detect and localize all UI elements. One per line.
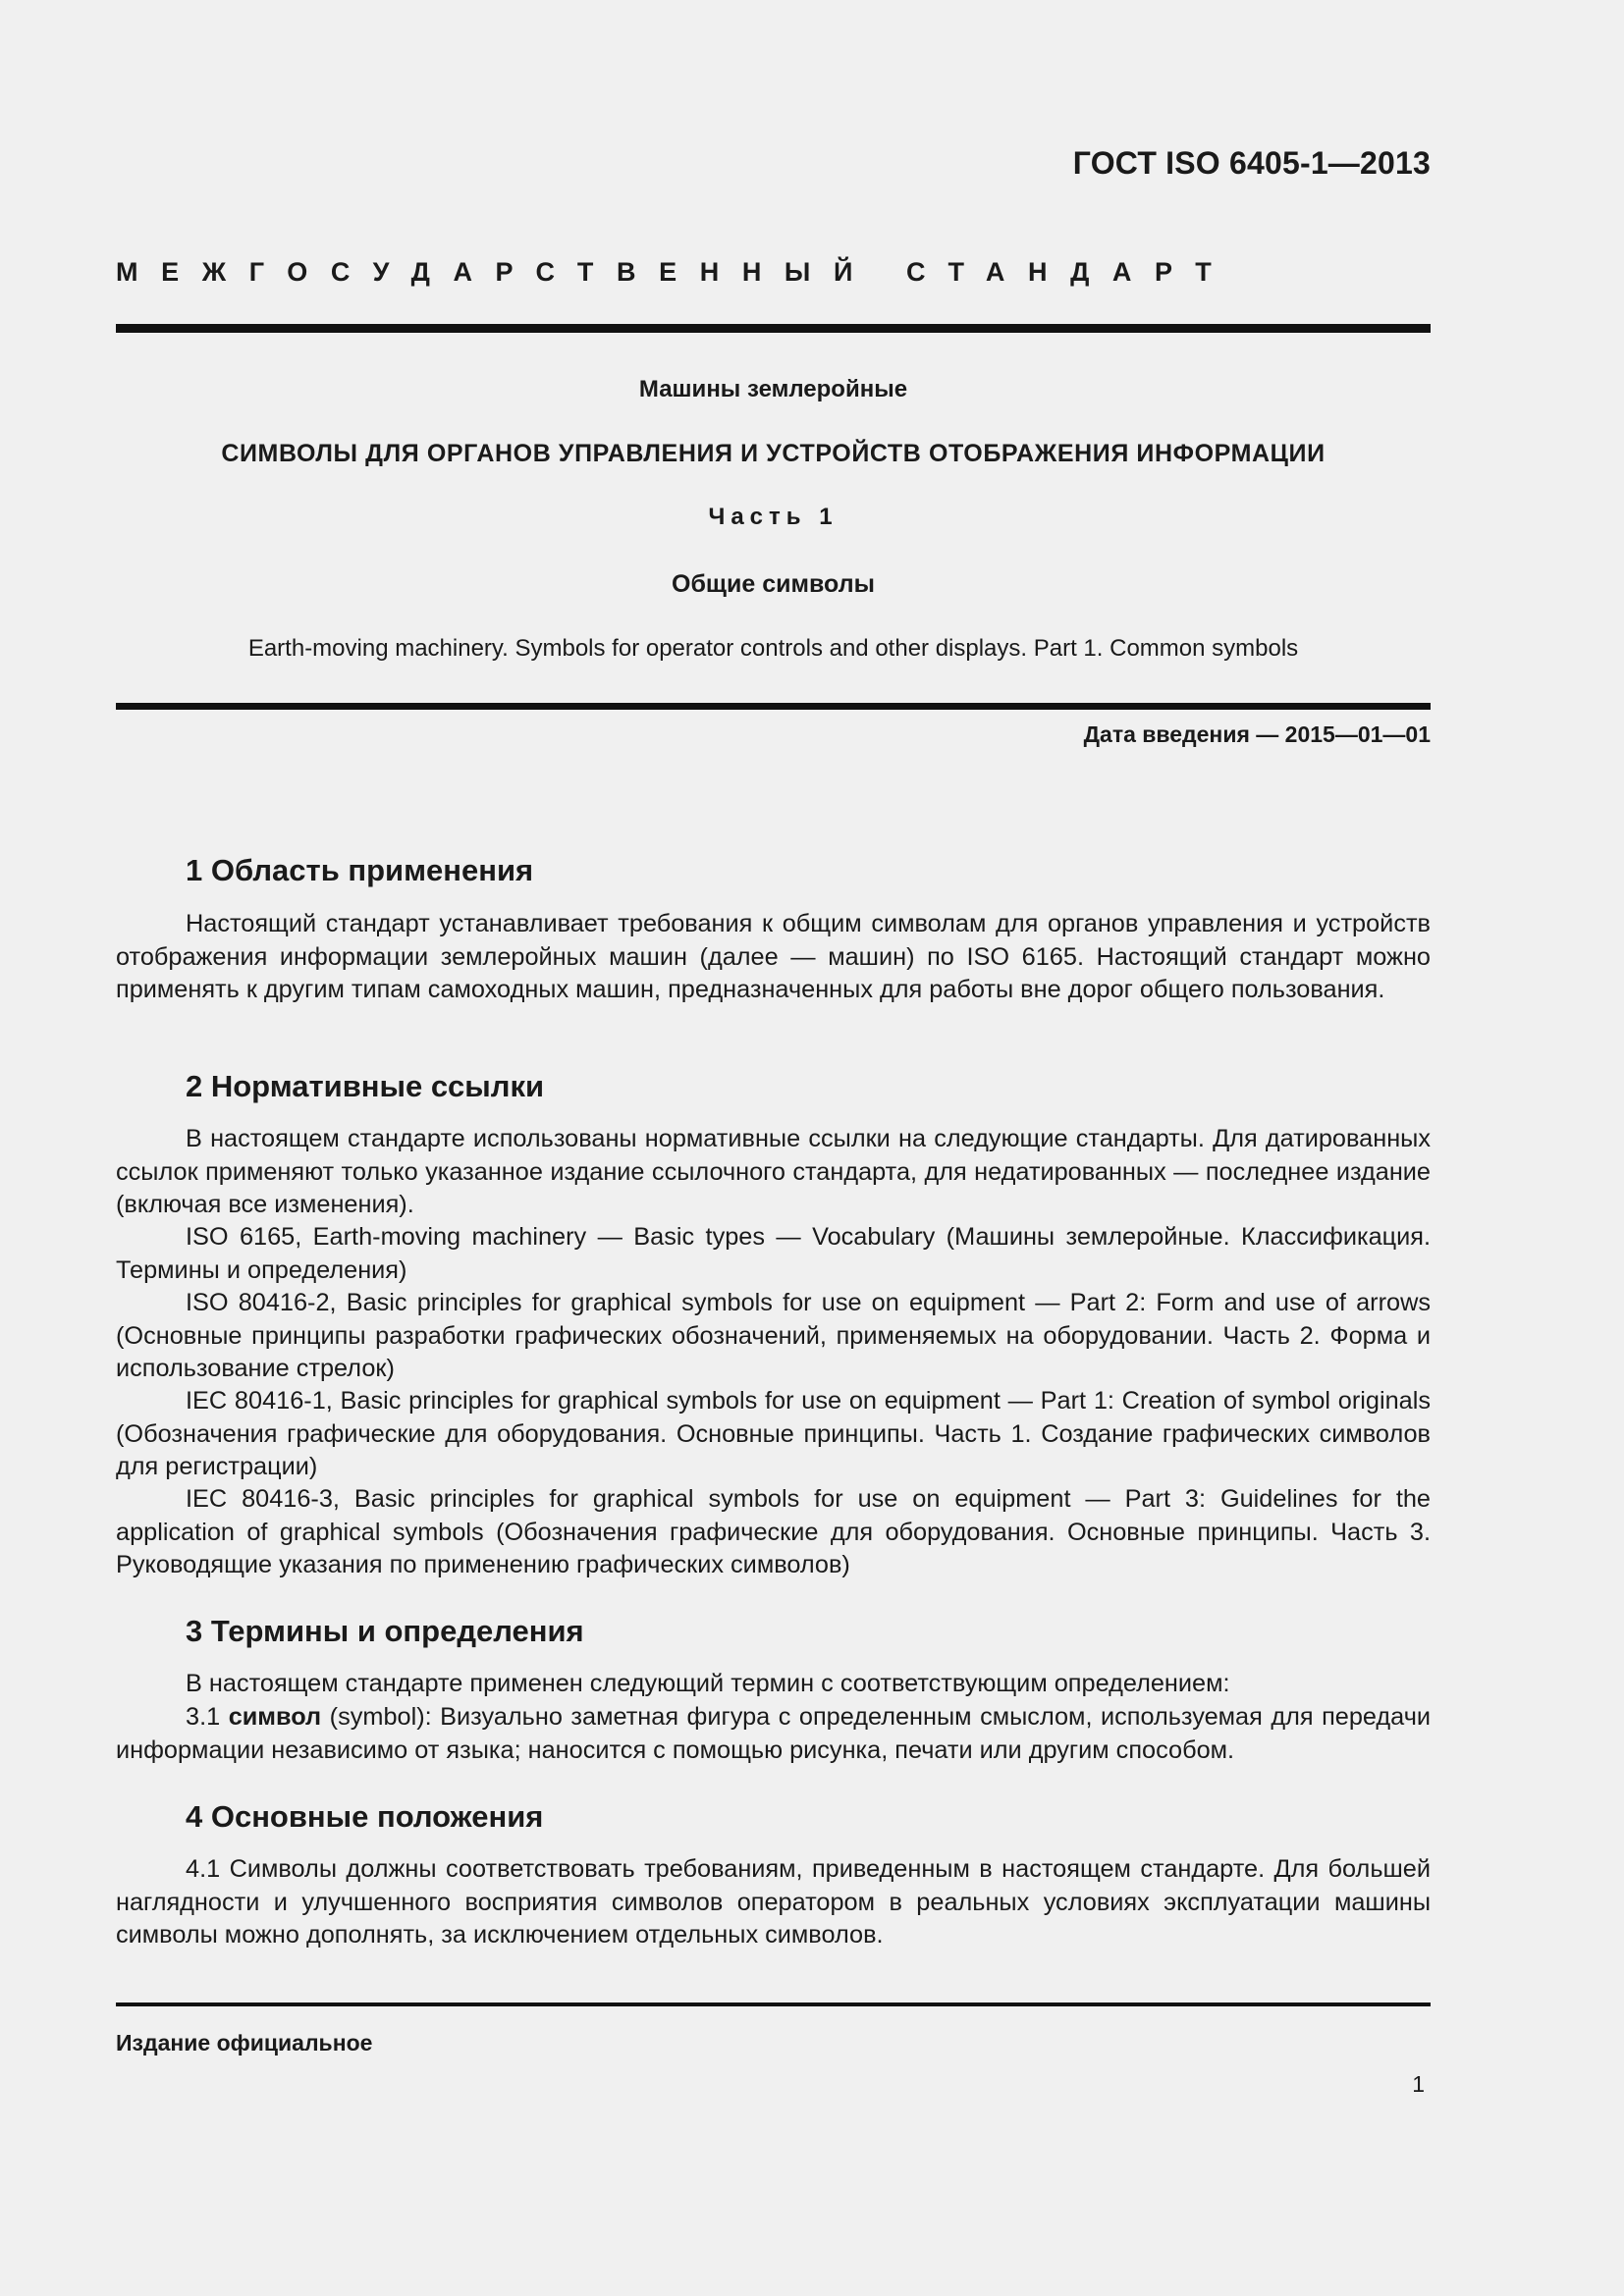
section-3-paragraph bbox=[116, 1668, 1431, 1701]
standard-category: МЕЖГОСУДАРСТВЕННЫЙ СТАНДАРТ bbox=[116, 257, 1235, 287]
edition-label: Издание официальное bbox=[116, 2030, 373, 2056]
reference-text: ISO 6165, Earth-moving machinery — Basic types — Vocabulary (Машины землеройные. Классификация. Термины и определения) bbox=[116, 1223, 1431, 1284]
section-4-heading: 4 Основные положения bbox=[186, 1799, 544, 1834]
footer-divider bbox=[116, 2002, 1431, 2006]
reference-text: ISO 80416-2, Basic principles for graphical symbols for use on equipment — Part 2: Form and use of arrows (Основные принципы разработки графических обозначений, применяемых на оборудовании. Часть 2. Форма и использование стрелок) bbox=[116, 1289, 1431, 1382]
reference-iso-80416-2 bbox=[116, 1287, 1431, 1386]
section-1-heading: 1 Область применения bbox=[186, 853, 534, 887]
section-2-paragraph bbox=[116, 1123, 1431, 1222]
term-definition-text: (symbol): Визуально заметная фигура с определенным смыслом, используемая для передачи информации независимо от языка; наносится с помощью рисунка, печати или другим способом. bbox=[116, 1703, 1432, 1764]
standard-id: ГОСТ ISO 6405-1—2013 bbox=[1072, 145, 1431, 181]
intro-date: Дата введения — 2015—01—01 bbox=[1083, 721, 1431, 747]
section-4-text: 4.1 Символы должны соответствовать требованиям, приведенным в настоящем стандарте. Для большей наглядности и улучшенного восприятия символов оператором в реальных условиях эксплуатации машины символы можно дополнять, за исключением отдельных символов. bbox=[116, 1855, 1431, 1949]
reference-iso-6165 bbox=[116, 1221, 1431, 1287]
section-4-paragraph bbox=[116, 1853, 1431, 1952]
header-divider bbox=[116, 324, 1431, 333]
reference-iec-80416-3 bbox=[116, 1483, 1431, 1582]
page-number: 1 bbox=[1412, 2071, 1425, 2097]
section-1-text: Настоящий стандарт устанавливает требования к общим символам для органов управления и устройств отображения информации землеройных машин (далее — машин) по ISO 6165. Настоящий стандарт можно применять к другим типам самоходных машин, предназначенных для работы вне дорог общего пользования. bbox=[116, 910, 1431, 1003]
section-1-paragraph bbox=[116, 908, 1431, 1007]
section-2-text: В настоящем стандарте использованы нормативные ссылки на следующие стандарты. Для датированных ссылок применяют только указанное издание ссылочного стандарта, для недатированных — последнее издание (включая все изменения). bbox=[116, 1125, 1431, 1218]
term-number: 3.1 bbox=[186, 1703, 221, 1731]
english-title: Earth-moving machinery. Symbols for operator controls and other displays. Part 1. Common symbols bbox=[247, 635, 1299, 662]
document-page bbox=[116, 0, 1431, 2296]
section-2-heading: 2 Нормативные ссылки bbox=[186, 1069, 545, 1103]
subtitle: Общие символы bbox=[672, 570, 875, 598]
section-3-text: В настоящем стандарте применен следующий термин с соответствующим определением: bbox=[186, 1670, 1230, 1697]
section-3-heading: 3 Термины и определения bbox=[186, 1614, 584, 1648]
term-definition bbox=[116, 1701, 1431, 1767]
term-name: символ bbox=[228, 1703, 322, 1731]
title-divider bbox=[116, 703, 1431, 710]
reference-text: IEC 80416-1, Basic principles for graphical symbols for use on equipment — Part 1: Creation of symbol originals (Обозначения графические для оборудования. Основные принципы. Часть 1. Создание графических символов для регистрации) bbox=[116, 1387, 1431, 1480]
part-label: Часть 1 bbox=[708, 504, 839, 530]
main-title: СИМВОЛЫ ДЛЯ ОРГАНОВ УПРАВЛЕНИЯ И УСТРОЙСТВ ОТОБРАЖЕНИЯ ИНФОРМАЦИИ bbox=[221, 440, 1326, 467]
reference-text: IEC 80416-3, Basic principles for graphical symbols for use on equipment — Part 3: Guidelines for the application of graphical symbols (Обозначения графические для оборудования. Основные принципы. Часть 3. Руководящие указания по применению графических символов) bbox=[116, 1485, 1431, 1578]
machines-title: Машины землеройные bbox=[638, 376, 908, 402]
reference-iec-80416-1 bbox=[116, 1385, 1431, 1484]
